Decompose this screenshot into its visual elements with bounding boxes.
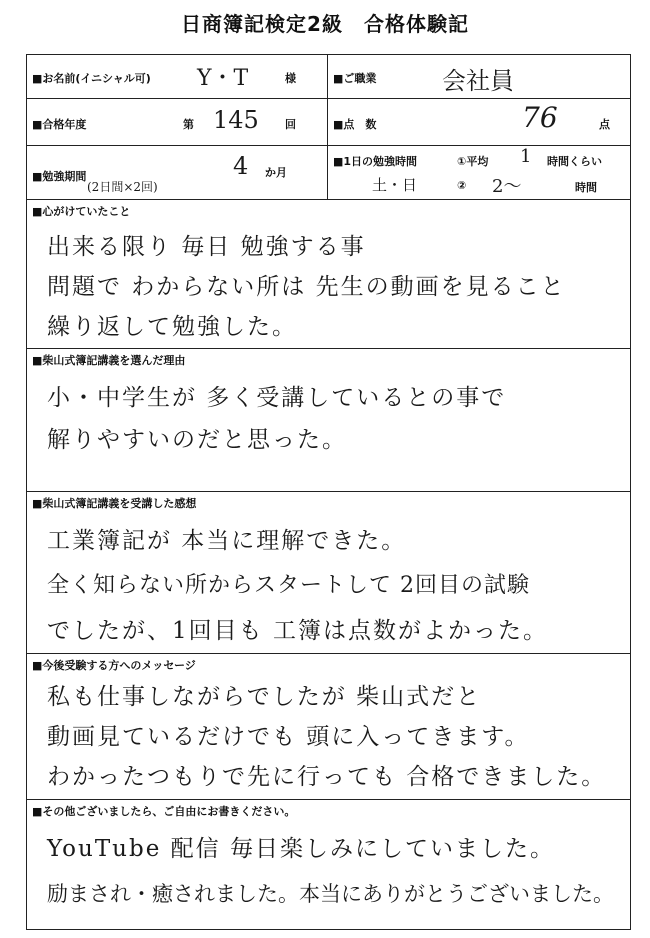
- score-label: ■点 数: [333, 118, 377, 131]
- section-reason: [27, 349, 630, 492]
- section-label: ■心がけていたこと: [32, 205, 131, 218]
- section-goals: [27, 200, 630, 349]
- period-note: (2日間×2回): [87, 180, 158, 194]
- handwritten-line: 全く知らない所からスタートして 2回目の試験: [47, 573, 530, 598]
- handwritten-line: 解りやすいのだと思った。: [47, 427, 347, 453]
- daily-max-label: ②: [457, 179, 467, 192]
- year-value: 145: [213, 106, 259, 134]
- score-suffix: 点: [599, 118, 610, 131]
- period-daily-row: [27, 146, 630, 200]
- handwritten-line: 繰り返して勉強した。: [47, 314, 297, 340]
- period-value: 4: [233, 152, 249, 180]
- handwritten-line: 動画見ているだけでも 頭に入ってきます。: [47, 724, 530, 750]
- handwritten-line: 出来る限り 毎日 勉強する事: [47, 234, 366, 260]
- period-label: ■勉強期間: [32, 170, 87, 183]
- section-other: [27, 800, 630, 931]
- handwritten-line: でしたが、1回目も 工簿は点数がよかった。: [47, 618, 548, 644]
- divider: [327, 55, 328, 98]
- job-value: 会社員: [442, 67, 514, 95]
- survey-form: [26, 54, 631, 930]
- year-prefix: 第: [183, 118, 194, 131]
- name-value: Y・T: [197, 66, 249, 91]
- handwritten-line: 励まされ・癒されました。本当にありがとうございました。: [47, 882, 614, 906]
- section-impressions: [27, 492, 630, 654]
- section-label: ■柴山式簿記講義を選んだ理由: [32, 354, 186, 367]
- handwritten-line: 私も仕事しながらでしたが 柴山式だと: [47, 684, 482, 710]
- daily-label: ■1日の勉強時間: [333, 155, 418, 168]
- name-job-row: [27, 55, 630, 99]
- divider: [327, 99, 328, 145]
- divider: [327, 146, 328, 199]
- year-label: ■合格年度: [32, 118, 87, 131]
- daily-avg-label: ①平均: [457, 155, 489, 168]
- daily-avg-suffix: 時間くらい: [547, 155, 602, 168]
- handwritten-line: 問題で わからない所は 先生の動画を見ること: [47, 274, 566, 300]
- score-value: 76: [522, 101, 558, 134]
- section-message: [27, 654, 630, 800]
- daily-max-value: 2～: [492, 176, 522, 197]
- handwritten-line: わかったつもりで先に行っても 合格できました。: [47, 764, 607, 790]
- job-label: ■ご職業: [333, 72, 377, 85]
- name-label: ■お名前(イニシャル可): [32, 72, 151, 85]
- section-label: ■柴山式簿記講義を受講した感想: [32, 497, 197, 510]
- handwritten-line: YouTube 配信 毎日楽しみにしていました。: [47, 836, 555, 862]
- handwritten-line: 工業簿記が 本当に理解できた。: [47, 528, 407, 554]
- daily-weekend-label: 土・日: [372, 176, 418, 194]
- year-score-row: [27, 99, 630, 146]
- name-suffix: 様: [285, 72, 296, 85]
- daily-max-suffix: 時間: [575, 181, 597, 194]
- daily-avg-value: 1: [520, 146, 532, 167]
- section-label: ■今後受験する方へのメッセージ: [32, 659, 196, 672]
- year-suffix: 回: [285, 118, 296, 131]
- section-label: ■その他ございましたら、ご自由にお書きください。: [32, 805, 296, 818]
- period-suffix: か月: [265, 166, 287, 179]
- handwritten-line: 小・中学生が 多く受講しているとの事で: [47, 385, 507, 411]
- page-title: 日商簿記検定2級 合格体験記: [181, 12, 469, 36]
